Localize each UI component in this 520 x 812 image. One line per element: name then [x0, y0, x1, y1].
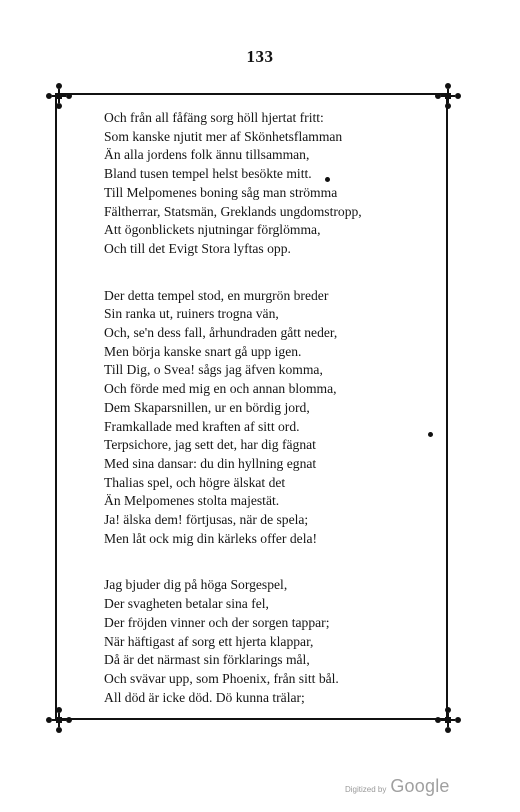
stanza — [104, 576, 434, 707]
verse-line: När häftigast af sorg ett hjerta klappar, — [104, 633, 314, 649]
verse-line: Och, se'n dess fall, århundraden gått neder, — [104, 325, 338, 341]
verse-line: Bland tusen tempel helst besökte mitt. — [104, 166, 312, 182]
verse-line: Sin ranka ut, ruiners trogna vän, — [104, 306, 279, 322]
verse-line: Med sina dansar: du din hyllning egnat — [104, 455, 317, 471]
verse-line: Ja! älska dem! förtjusas, när de spela; — [104, 512, 309, 528]
poem-text — [104, 109, 434, 707]
verse-line: Men börja kanske snart gå upp igen. — [104, 343, 302, 359]
verse-line: Till Dig, o Svea! sågs jag äfven komma, — [104, 362, 323, 378]
watermark-prefix: Digitized by — [345, 785, 387, 794]
verse-line: Der svagheten betalar sina fel, — [104, 596, 269, 612]
verse-line: Der detta tempel stod, en murgrön breder — [104, 287, 329, 303]
verse-line: Då är det närmast sin förklarings mål, — [104, 652, 310, 668]
verse-line: Än alla jordens folk ännu tillsamman, — [104, 147, 310, 163]
stanza — [104, 287, 434, 549]
verse-line: Och svävar upp, som Phoenix, från sitt bål. — [104, 670, 339, 686]
verse-line: Att ögonblickets njutningar förglömma, — [104, 222, 321, 238]
verse-line: Thalias spel, och högre älskat det — [104, 474, 286, 490]
verse-line: Som kanske njutit mer af Skönhetsflamman — [104, 128, 343, 144]
corner-ornament-icon — [45, 706, 73, 734]
verse-line: Jag bjuder dig på höga Sorgespel, — [104, 577, 288, 593]
page-number: 133 — [246, 47, 274, 66]
verse-line: Der fröjden vinner och der sorgen tappar; — [104, 614, 330, 630]
verse-line: Till Melpomenes boning såg man strömma — [104, 184, 338, 200]
verse-line: All död är icke död. Dö kunna trälar; — [104, 689, 305, 705]
verse-line: Dem Skaparsnillen, ur en bördig jord, — [104, 399, 310, 415]
digitization-watermark — [345, 776, 450, 797]
corner-ornament-icon — [434, 706, 462, 734]
verse-line: Än Melpomenes stolta majestät. — [104, 493, 280, 509]
ink-speck — [325, 177, 330, 182]
verse-line: Framkallade med kraften af sitt ord. — [104, 418, 300, 434]
verse-line: Fältherrar, Statsmän, Greklands ungdomstropp, — [104, 203, 362, 219]
corner-ornament-icon — [45, 82, 73, 110]
verse-line: Och till det Evigt Stora lyftas opp. — [104, 240, 291, 256]
verse-line: Terpsichore, jag sett det, har dig fägnat — [104, 437, 316, 453]
verse-line: Men låt ock mig din kärleks offer dela! — [104, 530, 318, 546]
verse-line: Och förde med mig en och annan blomma, — [104, 381, 337, 397]
verse-line: Och från all fåfäng sorg höll hjertat fritt: — [104, 110, 324, 125]
corner-ornament-icon — [434, 82, 462, 110]
watermark-brand: Google — [390, 776, 450, 796]
stanza — [104, 109, 434, 259]
ink-speck — [428, 432, 433, 437]
